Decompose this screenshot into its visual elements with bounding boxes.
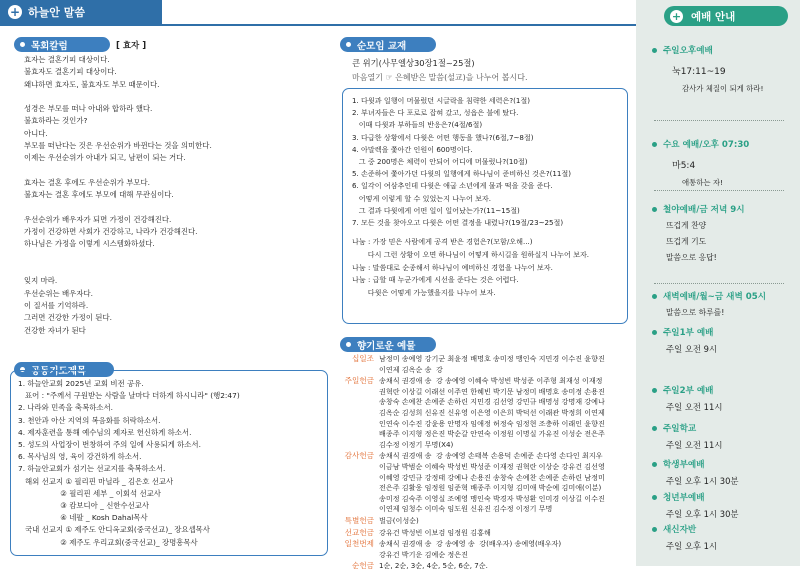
service-item	[652, 458, 800, 487]
column-line	[24, 91, 324, 103]
study-title-pill: 순모임 교재	[357, 40, 407, 52]
prayer-line: ② 필리핀 세부 _ 이회석 선교사	[18, 488, 161, 498]
offering-label: 순헌금	[351, 561, 374, 571]
service-name: 주일학교	[652, 422, 800, 434]
service-name: 새벽예배/월~금 새벽 05시	[652, 290, 800, 302]
bullet-icon	[652, 462, 657, 467]
service-detail: 애통하는 자!	[682, 178, 724, 187]
prayer-line: 2. 나라와 민족을 축복하소서.	[18, 403, 113, 413]
column-line: 효자는 결혼 후에도 우선순위가 부모다.	[24, 177, 150, 187]
study-question: 어떻게 이렇게 할 수 있었는지 나누어 보자.	[352, 193, 492, 203]
service-item	[652, 491, 800, 520]
study-question: 그 중 200명은 체력이 안되어 어디에 머물렀나?(10절)	[352, 157, 528, 167]
service-name: 주일1부 예배	[652, 326, 800, 338]
service-name: 청년부예배	[652, 491, 800, 503]
worship-list	[640, 0, 800, 566]
column-line: 이제는 우선순위가 아내가 되고, 남편이 되는 거다.	[24, 153, 186, 163]
column-line	[24, 251, 324, 263]
prayer-line: 표어 : "주께서 구원받는 사람을 날마다 더하게 하시니라" (행2:47)	[18, 391, 240, 401]
service-item	[652, 422, 800, 451]
divider	[654, 120, 784, 121]
column-pill	[14, 37, 110, 52]
column-line: 부모를 떠난다는 것은 우선순위가 바뀐다는 것을 의미한다.	[24, 141, 212, 151]
study-share-line: 다시 그런 상황이 오면 하나님이 어떻게 하시길을 원하실지 나누어 보자.	[352, 249, 590, 259]
study-question: 그 결과 다윗에게 어떤 일이 일어났는가?(11~15절)	[352, 205, 520, 215]
column-line	[24, 165, 324, 177]
service-detail: 마5:4	[672, 161, 696, 171]
service-detail: 주일 오후 1시 30분	[666, 476, 739, 486]
study-question: 이때 다윗과 부하들의 반응은?(4절/6절)	[352, 120, 483, 130]
column-line: 왜냐하면 효자도, 불효자도 부모 때문이다.	[24, 79, 160, 89]
bullet-icon	[346, 342, 351, 347]
study-title: 큰 위기(사무엘상30장1절~25절)	[352, 58, 475, 68]
prayer-line: 3. 천안과 아산 지역의 복음화를 허락하소서.	[18, 415, 161, 425]
column-line: 가정이 건강하면 사회가 건강하고, 나라가 건강해진다.	[24, 227, 198, 237]
study-question: 4. 아말렉을 쫓아간 인원이 600명이다.	[352, 144, 473, 154]
bullet-icon	[652, 207, 657, 212]
service-name: 새신자반	[652, 523, 800, 535]
offering-list	[340, 354, 632, 573]
column-line: 성경은 부모를 떠나 아내와 합하라 했다.	[24, 104, 153, 114]
offering-label: 십일조	[351, 354, 374, 363]
offering-names: 송채식 권경애 송 강 송예영 송 강(배우자) 송예영(배우자) 강유건 박기운 김예순 정은진	[379, 539, 562, 559]
service-detail: 감사가 체질이 되게 하라!	[682, 84, 764, 93]
column-line: 우선순위가 배우자가 되면 가정이 건강해진다.	[24, 214, 172, 224]
service-item	[652, 326, 800, 355]
study-subtitle: 마음열기 ☞ 은혜받은 말씀(설교)을 나누어 봅시다.	[352, 73, 528, 82]
offering-names: 강유건 박성빈 이보검 임정원 김홍해	[379, 527, 491, 537]
service-detail: 뜨겁게 찬양	[666, 221, 707, 230]
column-line: 하나님은 가정을 이렇게 시스템화하셨다.	[24, 239, 155, 249]
plus-icon: +	[9, 5, 21, 19]
study-share-line: 나눔 : 급할 때 누군가에게 시선을 준다는 것은 어렵다.	[352, 275, 519, 285]
worship-title: 예배 안내	[691, 10, 736, 23]
service-detail: 눅17:11~19	[672, 67, 726, 77]
study-share-line: 나눔 : 가장 믿은 사람에게 공격 받은 경험은?(모함/오해...)	[352, 237, 533, 246]
offering-row	[340, 354, 632, 375]
study-questions	[352, 95, 624, 229]
column-line: 우선순위는 배우자다.	[24, 288, 93, 298]
bullet-icon	[652, 388, 657, 393]
prayer-text	[18, 378, 323, 549]
service-item	[652, 138, 800, 188]
header-divider	[0, 24, 636, 26]
study-question: 3. 다급한 상황에서 다윗은 어떤 행동을 했나?(6절,7~8절)	[352, 132, 534, 142]
prayer-line: ② 제주도 우리교회(중국선교)_ 장명흥목사	[18, 537, 198, 547]
offering-label: 일천번제	[344, 539, 374, 549]
service-detail: 말씀으로 응답!	[666, 253, 717, 262]
offering-row	[340, 539, 632, 560]
offering-names: 1순, 2순, 3순, 4순, 5순, 6순, 7순.	[379, 561, 488, 571]
service-item	[652, 290, 800, 318]
service-name: 주일오후예배	[652, 44, 800, 56]
study-pill	[340, 37, 436, 52]
bullet-icon	[20, 42, 25, 47]
prayer-line: 1. 하늘안교회 2025년 교회 비전 공유.	[18, 379, 144, 388]
prayer-line: 6. 목사님의 영, 육이 강건하게 하소서.	[18, 452, 142, 462]
prayer-line: 국내 선교지 ① 제주도 안디옥교회(중국선교)_ 장요셉목사	[18, 525, 210, 535]
plus-icon: +	[671, 9, 682, 23]
prayer-title: 공동기도제목	[31, 365, 87, 377]
prayer-line: 4. 제자훈련을 통해 예수님의 제자로 헌신하게 하소서.	[18, 427, 192, 437]
bullet-icon	[652, 527, 657, 532]
service-item	[652, 384, 800, 413]
prayer-line: ③ 캄보디아 _ 신한수선교사	[18, 501, 150, 511]
offering-row	[340, 528, 632, 539]
bullet-icon	[346, 42, 351, 47]
divider	[654, 283, 784, 284]
offering-label: 선교헌금	[344, 527, 374, 537]
service-item	[652, 44, 800, 94]
column-line: 건강한 자녀가 된다	[24, 325, 86, 335]
offering-row	[340, 451, 632, 515]
bullet-icon	[652, 330, 657, 335]
service-detail: 주일 오후 1시	[666, 541, 718, 551]
offering-row	[340, 376, 632, 450]
page-title: 하늘안 말씀	[28, 6, 85, 19]
offering-row	[340, 516, 632, 527]
offering-names: 남정미 송예영 강기군 최윤정 배명호 송미정 맹인숙 지민경 이수진 윤향진 이연제 김옥순 송 강	[379, 354, 605, 374]
bullet-icon	[652, 294, 657, 299]
service-detail: 주일 오전 9시	[666, 344, 718, 354]
column-line: 아니다.	[24, 128, 48, 138]
divider	[654, 190, 784, 191]
service-detail: 주일 오후 1시 30분	[666, 509, 739, 519]
offering-names: 송채식 권경애 송 강 송예영 이혜숙 박성빈 박성준 이주형 최재성 이재정 권혁란 이상길 이래선 이주연 한혜빈 박기문 남정미 배명호 송미정 손용진 송창숙 손예찬 손예준 손하린 지민경 김선영 강민규 배명성 강명재 강예나 김옥순 김성희 신유진 신유영 이은영 이은희 박덕선 이래관 박정희 이연제 인연숙 이수진 강윤용 안명자 임애정 허정숙 임정현 조충하 이래인 윤향진 배종주 이지형 정은진 박순갈 안연숙 이정원 이명실 가유진 이성순 전은주 김수정 이정기 무명(X4)	[379, 376, 605, 449]
service-item	[652, 203, 800, 263]
offering-pill	[340, 337, 436, 352]
service-detail: 말씀으로 하루를!	[666, 308, 725, 317]
service-name: 철야예배/금 저녁 9시	[652, 203, 800, 215]
bullet-icon	[652, 142, 657, 147]
column-line: 그러면 건강한 가정이 된다.	[24, 313, 112, 323]
service-name: 주일2부 예배	[652, 384, 800, 396]
prayer-line: 해외 선교지 ① 필리핀 마닐라 _ 김은호 선교사	[18, 476, 174, 486]
offering-row	[340, 561, 632, 572]
bullet-icon	[652, 495, 657, 500]
column-line: 이 질서를 기억하라.	[24, 300, 89, 310]
service-detail: 주일 오전 11시	[666, 402, 723, 412]
study-question: 1. 다윗과 일행이 머물렀던 시글락을 침략한 세력은?(1절)	[352, 96, 531, 105]
column-line	[24, 263, 324, 275]
column-title: 목회칼럼	[31, 40, 68, 52]
bullet-icon	[652, 48, 657, 53]
column-tag: [ 효자 ]	[116, 41, 147, 51]
column-text	[24, 54, 324, 337]
offering-title: 향기로운 예물	[357, 340, 416, 352]
study-question: 7. 모든 것을 찾아오고 다윗은 어떤 결정을 내렸나?(19절/23~25절)	[352, 218, 564, 228]
page-header	[0, 0, 162, 24]
study-share-line: 다윗은 어떻게 가능했을지를 나누어 보자.	[352, 288, 496, 298]
study-share	[352, 236, 624, 300]
offering-label: 주일헌금	[344, 376, 374, 386]
study-question: 5. 손준하여 쫓아가던 다윗의 일행에게 하나님이 준비하신 것은?(11절)	[352, 169, 572, 179]
service-detail: 뜨겁게 기도	[666, 237, 707, 246]
bullet-icon	[652, 426, 657, 431]
prayer-line: 5. 성도의 사업장이 번창하여 주의 일에 사용되게 하소서.	[18, 440, 201, 450]
study-share-line: 나눔 : 말씀대로 순종해서 하나님이 예비하신 경험을 나누어 보자.	[352, 262, 553, 272]
column-line: 불효자는 결혼 후에도 부모에 대해 무관심이다.	[24, 190, 174, 200]
offering-names: 벌금(이성순)	[379, 515, 419, 525]
service-item	[652, 523, 800, 552]
column-line: 불효하라는 것인가?	[24, 116, 88, 126]
column-line: 잊지 마라.	[24, 276, 58, 286]
study-question: 2. 부녀자들은 다 포로로 잡혀 갔고, 성읍은 불에 탔다.	[352, 108, 519, 118]
offering-names: 송채식 권경애 송 강 송예영 손태복 손용덕 손예준 손다영 손다인 최지우 이금남 박범순 이혜숙 박성빈 박성준 이재정 권혁란 이상순 강유건 김선영 이혜영 강민규 강정태 강예나 손용진 송창숙 손예찬 손예준 손하린 남정미 전은주 김활웅 임정원 임준혁 배종주 이지형 김미애 박순예 김미애(이분) 송미정 김숙주 이영실 조예영 맹인숙 박경자 박성환 인미경 이상길 이수진 이연제 임청수 이미숙 임도원 신유진 김수정 이정기 무명	[379, 451, 605, 514]
service-name: 학생부예배	[652, 458, 800, 470]
prayer-line: ④ 네팔 _ Kosh Dahal목사	[18, 513, 148, 523]
offering-label: 특별헌금	[344, 515, 374, 525]
column-line	[24, 202, 324, 214]
offering-label: 감사헌금	[344, 451, 374, 461]
column-line: 불효자도 결혼기피 대상이다.	[24, 67, 117, 77]
column-line: 효자는 결혼기피 대상이다.	[24, 55, 110, 64]
prayer-line: 7. 하늘안교회가 섬기는 선교지를 축복하소서.	[18, 464, 166, 474]
study-question: 6. 일각이 여삼추인데 다윗은 애굽 소년에게 물과 떡을 갖을 준다.	[352, 181, 553, 191]
service-detail: 주일 오전 11시	[666, 440, 723, 450]
service-name: 수요 예배/오후 07:30	[652, 138, 800, 150]
